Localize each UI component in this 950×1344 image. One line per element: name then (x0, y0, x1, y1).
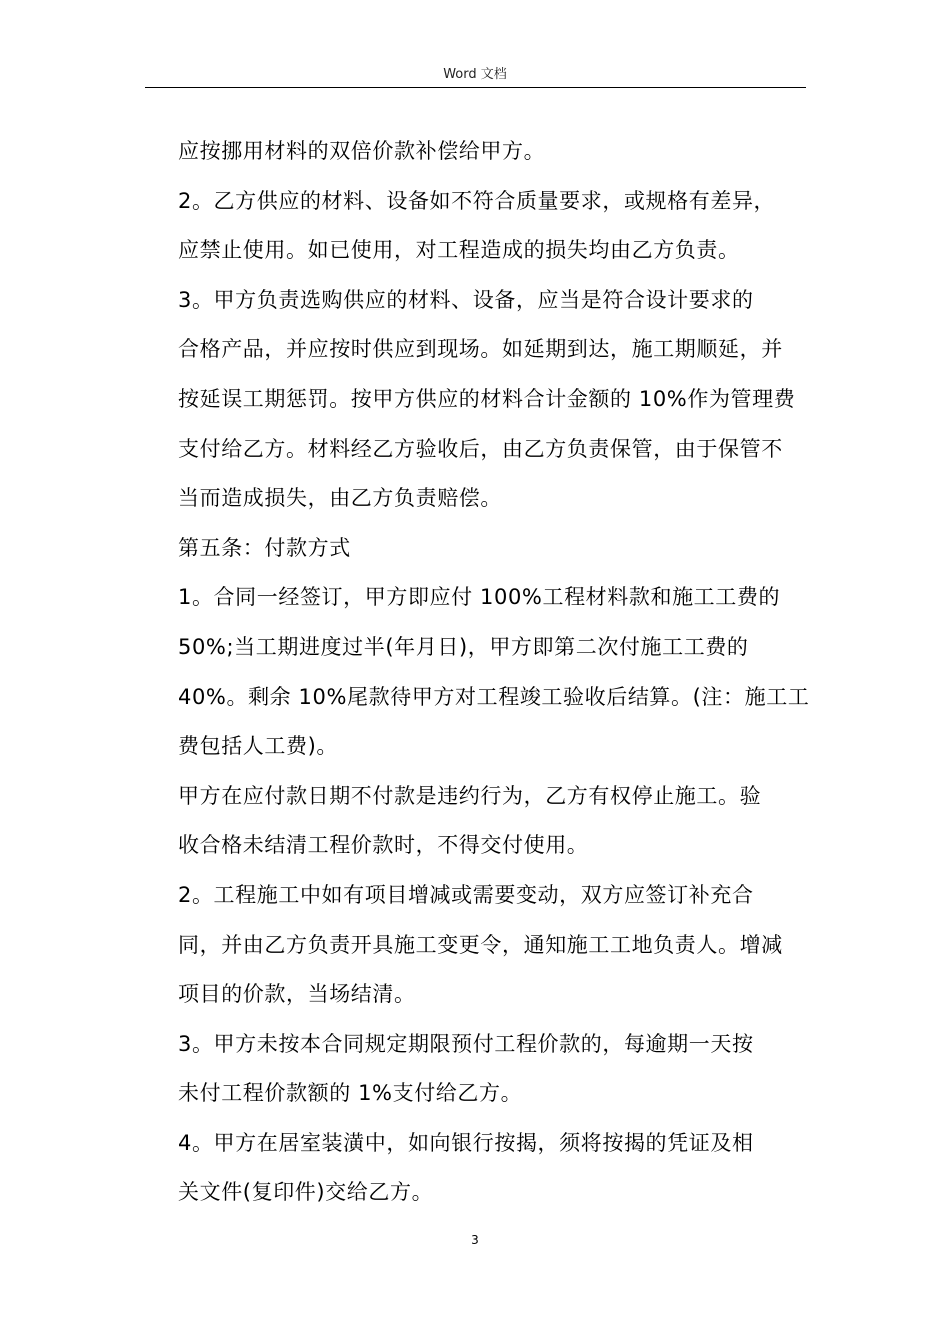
text-line: 2。乙方供应的材料、设备如不符合质量要求，或规格有差异， (178, 188, 776, 213)
text-line: 应禁止使用。如已使用，对工程造成的损失均由乙方负责。 (178, 238, 740, 263)
text-line: 4。甲方在居室装潢中，如向银行按揭，须将按揭的凭证及相 (178, 1130, 754, 1155)
text-line: 项目的价款，当场结清。 (178, 982, 416, 1007)
text-line: 按延误工期惩罚。按甲方供应的材料合计金额的 10%作为管理费 (178, 386, 796, 411)
text-line: 50%;当工期进度过半(年月日)，甲方即第二次付施工工费的 (178, 634, 749, 659)
page-header: Word 文档 (443, 67, 507, 82)
text-line: 3。甲方负责选购供应的材料、设备，应当是符合设计要求的 (178, 287, 754, 312)
text-line: 费包括人工费)。 (178, 734, 338, 759)
text-line: 当而造成损失，由乙方负责赔偿。 (178, 486, 502, 511)
text-line: 关文件(复印件)交给乙方。 (178, 1180, 434, 1205)
text-line: 收合格未结清工程价款时，不得交付使用。 (178, 833, 589, 858)
text-line: 未付工程价款额的 1%支付给乙方。 (178, 1081, 523, 1106)
text-line: 支付给乙方。材料经乙方验收后，由乙方负责保管，由于保管不 (178, 436, 783, 461)
text-line: 应按挪用材料的双倍价款补偿给甲方。 (178, 139, 546, 163)
header-divider (145, 87, 806, 88)
text-line: 40%。剩余 10%尾款待甲方对工程竣工验收后结算。(注：施工工 (178, 684, 810, 709)
text-line: 1。合同一经签订，甲方即应付 100%工程材料款和施工工费的 (178, 585, 781, 610)
text-line: 2。工程施工中如有项目增减或需要变动，双方应签订补充合 (178, 882, 754, 907)
page-number: 3 (471, 1233, 479, 1247)
document-body (178, 127, 810, 1218)
text-line: 同，并由乙方负责开具施工变更令，通知施工工地负责人。增减 (178, 932, 783, 957)
text-line: 3。甲方未按本合同规定期限预付工程价款的，每逾期一天按 (178, 1031, 754, 1056)
section-heading: 第五条：付款方式 (178, 535, 351, 560)
text-line: 甲方在应付款日期不付款是违约行为，乙方有权停止施工。验 (178, 783, 762, 808)
text-line: 合格产品，并应按时供应到现场。如延期到达，施工期顺延，并 (178, 337, 783, 362)
